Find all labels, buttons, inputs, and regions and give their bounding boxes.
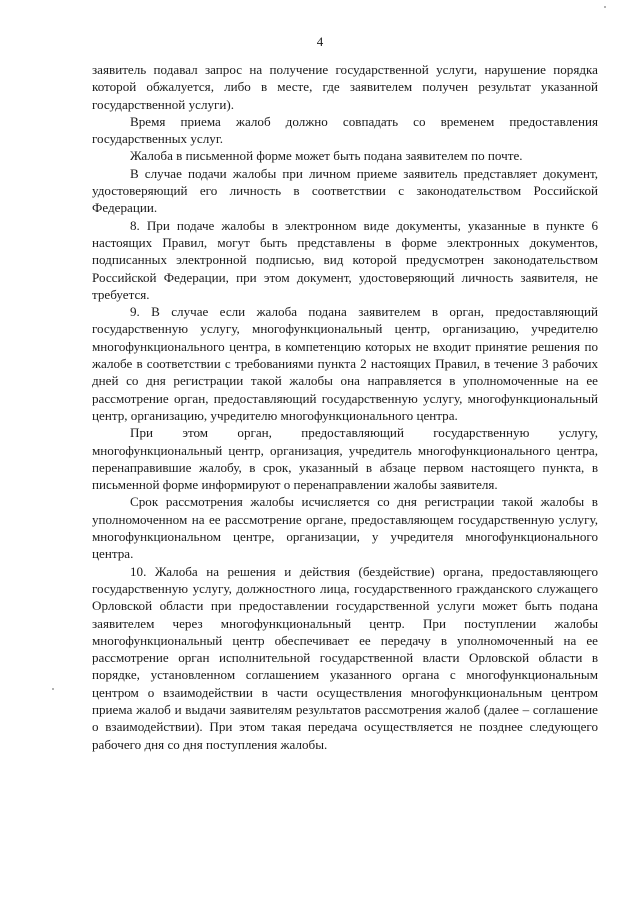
paragraph-reception-time: Время приема жалоб должно совпадать со временем предоставления государственных услуг.	[92, 113, 598, 147]
paragraph-item-10: 10. Жалоба на решения и действия (бездействие) органа, предоставляющего государственную услугу, должностного лица, государственного гражданского служащего Орловской области при предоставлении государственной услуги может быть подана заявителем через многофункциональный центр. При поступлении жалобы многофункциональный центр обеспечивает ее передачу в уполномоченный на ее рассмотрение орган исполнительной государственной власти Орловской области в порядке, установленном соглашением указанного органа с многофункциональным центром о взаимодействии в части осуществления многофункциональным центром приема жалоб и выдачи заявителям результатов рассмотрения жалоб (далее – соглашение о взаимодействии). При этом такая передача осуществляется не позднее следующего рабочего дня со дня поступления жалобы.	[92, 563, 598, 752]
paragraph-personal-submission: В случае подачи жалобы при личном приеме заявитель представляет документ, удостоверяющий его личность в соответствии с законодательством Российской Федерации.	[92, 165, 598, 216]
page-number: 4	[316, 34, 324, 49]
paragraph-mail-submission: Жалоба в письменной форме может быть подана заявителем по почте.	[130, 148, 523, 164]
scan-speck-left	[52, 688, 54, 690]
paragraph-item-8: 8. При подаче жалобы в электронном виде документы, указанные в пункте 6 настоящих Правил, могут быть представлены в форме электронных документов, подписанных электронной подписью, вид которой предусмотрен законодательством Российской Федерации, при этом документ, удостоверяющий личность заявителя, не требуется.	[92, 217, 598, 302]
paragraph-item-9-term: Срок рассмотрения жалобы исчисляется со дня регистрации такой жалобы в уполномоченном на ее рассмотрение органе, предоставляющем государственную услугу, многофункциональном центре, организации, у учредителя многофункционального центра.	[92, 494, 598, 562]
paragraph-item-9: 9. В случае если жалоба подана заявителем в орган, предоставляющий государственную услугу, многофункциональный центр, организацию, учредителю многофункционального центра, в компетенцию которых не входит принятие решения по жалобе в соответствии с требованиями пункта 2 настоящих Правил, в течение 3 рабочих дней со дня регистрации такой жалобы она направляется в уполномоченные на ее рассмотрение орган, предоставляющий государственную услугу, многофункциональный центр, организацию, учредителю многофункционального центра.	[92, 304, 598, 423]
document-body	[92, 61, 598, 753]
scan-speck-top-right	[604, 6, 606, 8]
paragraph-continuation: заявитель подавал запрос на получение государственной услуги, нарушение порядка которой обжалуется, либо в месте, где заявителем получен результат указанной государственной услуги).	[92, 62, 598, 112]
paragraph-item-9-notification: При этом орган, предоставляющий государственную услугу, многофункциональный центр, организация, учредитель многофункционального центра, перенаправившие жалобу, в срок, указанный в абзаце первом настоящего пункта, в письменной форме информируют о перенаправлении жалобы заявителя.	[92, 425, 598, 493]
